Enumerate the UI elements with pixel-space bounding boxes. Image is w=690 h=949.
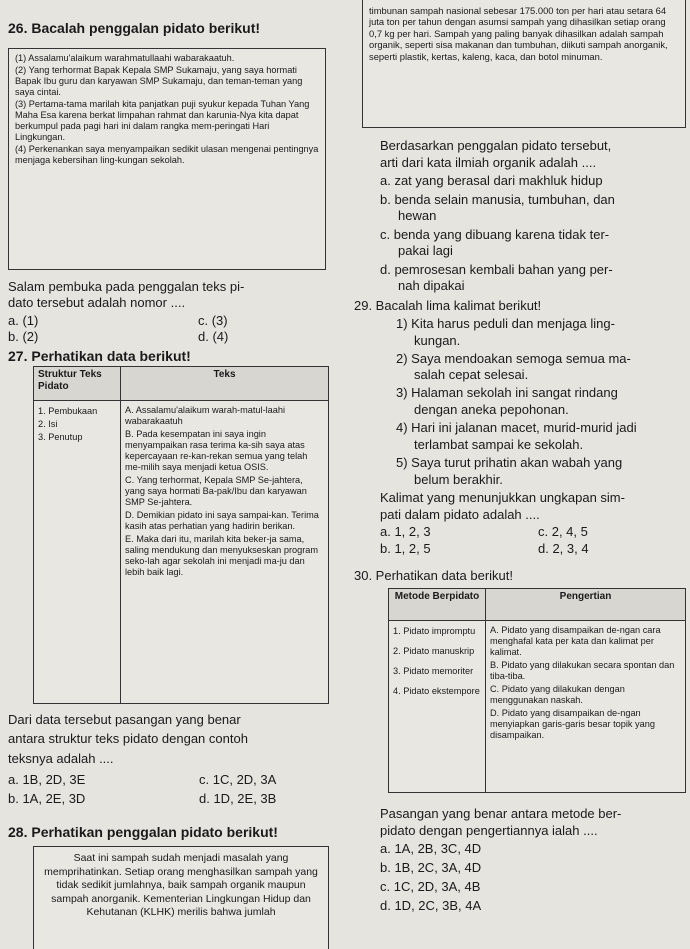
q30-meaning-a: A. Pidato yang disampaikan de-ngan cara menghafal kata per kata dan kalimat per kalimat. bbox=[490, 625, 661, 657]
q26-option-d[interactable]: d. (4) bbox=[198, 329, 229, 344]
q29-sentence-1-cont: kungan. bbox=[414, 333, 461, 348]
q30-col1-header: Metode Berpidato bbox=[389, 589, 486, 621]
q29-question-line1: Kalimat yang menunjukkan ungkapan sim- bbox=[380, 490, 625, 505]
q29-sentence-4: 4) Hari ini jalanan macet, murid-murid jadi bbox=[396, 420, 637, 435]
q28-speech-box-left: Saat ini sampah sudah menjadi masalah yang memprihatinkan. Setiap orang menghasilkan sampah yang tidak sedikit jumlahnya, baik sampah organik maupun sampah anorganik. Kementerian Lingkungan Hidup dan Kehutanan (KLHK) merilis bahwa jumlah bbox=[33, 846, 329, 949]
q26-para-3: (3) Pertama-tama marilah kita panjatkan puji syukur kepada Tuhan Yang Maha Esa karena berkat limpahan rahmat dan karunia-Nya kita dapat berkumpul pada pagi hari ini dalam rangka mem-peringati Hari Lingkungan. bbox=[15, 99, 310, 142]
q30-option-c[interactable]: c. 1C, 2D, 3A, 4B bbox=[380, 879, 481, 894]
q29-question-line2: pati dalam pidato adalah .... bbox=[380, 507, 540, 522]
q28-option-d[interactable]: d. pemrosesan kembali bahan yang per- bbox=[380, 262, 613, 277]
q29-option-c[interactable]: c. 2, 4, 5 bbox=[538, 524, 588, 539]
q27-text-e: E. Maka dari itu, marilah kita beker-ja sama, saling mendukung dan menyukseskan program seko-lah agar sekolah ini menjadi ma-ju dan lebih baik lagi. bbox=[125, 534, 319, 577]
q26-question-line1: Salam pembuka pada penggalan teks pi- bbox=[8, 279, 245, 294]
q26-para-4: (4) Perkenankan saya menyampaikan sedikit ulasan mengenai pentingnya menjaga kebersihan ling-kungan sekolah. bbox=[15, 144, 319, 165]
q29-title: 29. Bacalah lima kalimat berikut! bbox=[354, 298, 542, 313]
q27-question-line2: antara struktur teks pidato dengan contoh bbox=[8, 731, 248, 746]
q27-structure-2: 2. Isi bbox=[38, 419, 58, 429]
q29-option-b[interactable]: b. 1, 2, 5 bbox=[380, 541, 431, 556]
q30-option-a[interactable]: a. 1A, 2B, 3C, 4D bbox=[380, 841, 482, 856]
q29-sentence-3-cont: dengan aneka pepohonan. bbox=[414, 402, 569, 417]
q27-title: 27. Perhatikan data berikut! bbox=[8, 348, 191, 364]
q26-option-b[interactable]: b. (2) bbox=[8, 329, 39, 344]
q29-sentence-1: 1) Kita harus peduli dan menjaga ling- bbox=[396, 316, 615, 331]
q27-text-a: A. Assalamu'alaikum warah-matul-laahi wabarakaatuh bbox=[125, 405, 286, 426]
q29-sentence-3: 3) Halaman sekolah ini sangat rindang bbox=[396, 385, 618, 400]
q28-option-c-cont: pakai lagi bbox=[398, 243, 453, 258]
q27-text-d: D. Demikian pidato ini saya sampai-kan. Terima kasih atas perhatian yang hadirin berikan. bbox=[125, 510, 319, 531]
q30-col2-header: Pengertian bbox=[486, 589, 686, 621]
q28-option-b-cont: hewan bbox=[398, 208, 437, 223]
q27-structure-3: 3. Penutup bbox=[38, 432, 83, 442]
q30-method-3: 3. Pidato memoriter bbox=[393, 666, 474, 676]
q27-option-c[interactable]: c. 1C, 2D, 3A bbox=[199, 772, 277, 787]
q29-option-a[interactable]: a. 1, 2, 3 bbox=[380, 524, 431, 539]
q30-method-2: 2. Pidato manuskrip bbox=[393, 646, 475, 656]
q27-option-d[interactable]: d. 1D, 2E, 3B bbox=[199, 791, 277, 806]
q29-sentence-4-cont: terlambat sampai ke sekolah. bbox=[414, 437, 584, 452]
q27-text-b: B. Pada kesempatan ini saya ingin menyampaikan rasa terima ka-sih saya atas kepercayaan re-kan-rekan semua yang telah me-milih saya menjadi ketua OSIS. bbox=[125, 429, 308, 472]
q27-table bbox=[33, 366, 329, 704]
q27-structure-1: 1. Pembukaan bbox=[38, 406, 98, 416]
q29-sentence-5: 5) Saya turut prihatin akan wabah yang bbox=[396, 455, 623, 470]
q27-col1-header: Struktur Teks Pidato bbox=[34, 367, 121, 401]
q29-sentence-5-cont: belum berakhir. bbox=[414, 472, 503, 487]
q28-option-d-cont: nah dipakai bbox=[398, 278, 465, 293]
q28-question-line2: arti dari kata ilmiah organik adalah .... bbox=[380, 155, 597, 170]
q28-option-a[interactable]: a. zat yang berasal dari makhluk hidup bbox=[380, 173, 603, 188]
q30-option-d[interactable]: d. 1D, 2C, 3B, 4A bbox=[380, 898, 482, 913]
q26-question-line2: dato tersebut adalah nomor .... bbox=[8, 295, 186, 310]
q26-option-a[interactable]: a. (1) bbox=[8, 313, 39, 328]
q30-option-b[interactable]: b. 1B, 2C, 3A, 4D bbox=[380, 860, 482, 875]
q30-meaning-d: D. Pidato yang disampaikan de-ngan menyiapkan garis-garis besar topik yang disampaikan. bbox=[490, 708, 655, 740]
q29-option-d[interactable]: d. 2, 3, 4 bbox=[538, 541, 589, 556]
q27-question-line1: Dari data tersebut pasangan yang benar bbox=[8, 712, 241, 727]
q28-title: 28. Perhatikan penggalan pidato berikut! bbox=[8, 824, 278, 840]
q26-para-2: (2) Yang terhormat Bapak Kepala SMP Sukamaju, yang saya hormati Bapak Ibu guru dan karyawan SMP Sukamaju, dan teman-teman yang saya cintai. bbox=[15, 65, 303, 97]
q29-sentence-2-cont: salah cepat selesai. bbox=[414, 367, 529, 382]
q30-meaning-c: C. Pidato yang dilakukan dengan menggunakan naskah. bbox=[490, 684, 625, 705]
q27-col2-header: Teks bbox=[121, 367, 329, 401]
q30-title: 30. Perhatikan data berikut! bbox=[354, 568, 513, 583]
q27-option-b[interactable]: b. 1A, 2E, 3D bbox=[8, 791, 86, 806]
q27-question-line3: teksnya adalah .... bbox=[8, 751, 114, 766]
q30-table bbox=[388, 588, 686, 793]
q26-para-1: (1) Assalamu'alaikum warahmatullaahi wabarakaatuh. bbox=[15, 53, 235, 63]
q29-sentence-2: 2) Saya mendoakan semoga semua ma- bbox=[396, 351, 631, 366]
q28-question-line1: Berdasarkan penggalan pidato tersebut, bbox=[380, 138, 612, 153]
q26-speech-box bbox=[8, 48, 326, 270]
q28-option-c[interactable]: c. benda yang dibuang karena tidak ter- bbox=[380, 227, 610, 242]
q26-option-c[interactable]: c. (3) bbox=[198, 313, 228, 328]
q30-method-4: 4. Pidato ekstempore bbox=[393, 686, 480, 696]
q27-option-a[interactable]: a. 1B, 2D, 3E bbox=[8, 772, 86, 787]
q30-question-line2: pidato dengan pengertiannya ialah .... bbox=[380, 823, 598, 838]
q30-question-line1: Pasangan yang benar antara metode ber- bbox=[380, 806, 622, 821]
q26-title: 26. Bacalah penggalan pidato berikut! bbox=[8, 20, 261, 36]
q28-option-b[interactable]: b. benda selain manusia, tumbuhan, dan bbox=[380, 192, 615, 207]
q30-meaning-b: B. Pidato yang dilakukan secara spontan dan tiba-tiba. bbox=[490, 660, 675, 681]
q27-text-c: C. Yang terhormat, Kepala SMP Se-jahtera, yang saya hormati Ba-pak/Ibu dan karyawan SMP Se-jahtera. bbox=[125, 475, 307, 507]
q30-method-1: 1. Pidato impromptu bbox=[393, 626, 476, 636]
q28-speech-box-right: timbunan sampah nasional sebesar 175.000 ton per hari atau setara 64 juta ton per tahun dengan asumsi sampah yang dihasilkan setiap orang 0,7 kg per hari. Sampah yang paling banyak dihasilkan adalah sampah organik, seperti sisa makanan dan tumbuhan, diikuti sampah anorganik, seperti plastik, kertas, kaleng, kaca, dan botol minuman. bbox=[362, 0, 686, 128]
